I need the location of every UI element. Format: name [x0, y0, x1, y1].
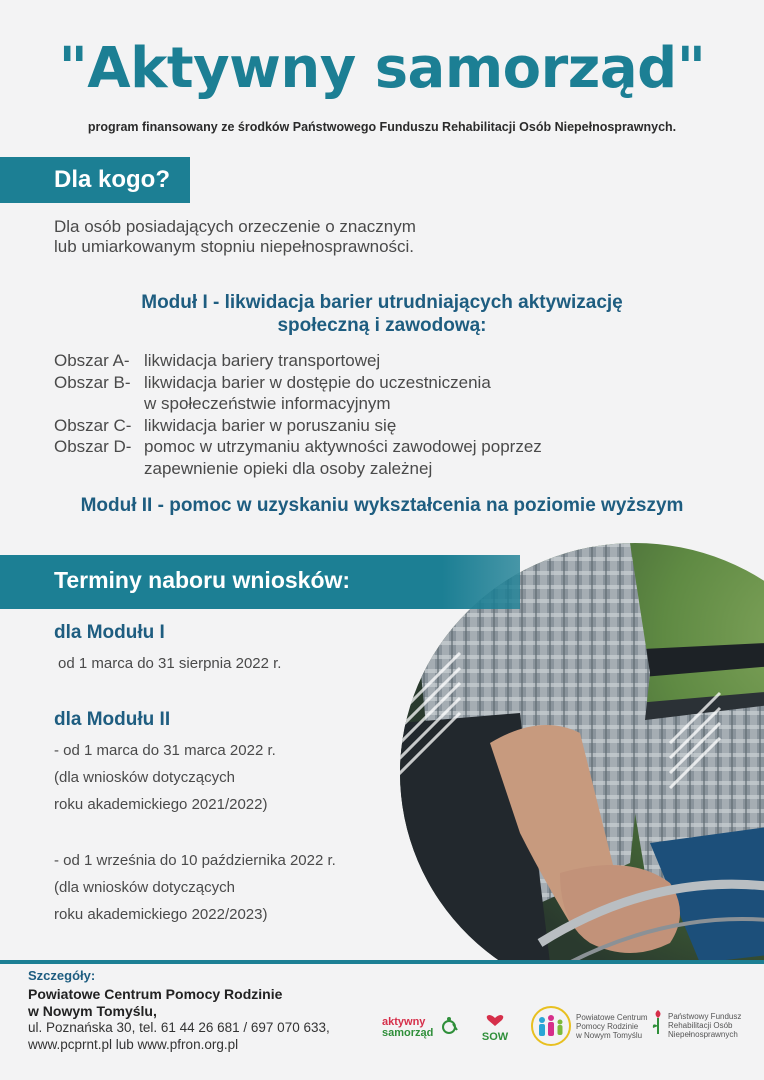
page-title: "Aktywny samorząd" — [58, 36, 706, 101]
logo-text: Państwowy Fundusz — [668, 1012, 742, 1021]
dla-kogo-banner — [0, 157, 190, 203]
area-text — [144, 415, 694, 437]
modul1-title-line: społeczną i zawodową: — [277, 315, 487, 336]
area-text-line: likwidacja bariery transportowej — [144, 351, 381, 370]
org-line: Powiatowe Centrum Pomocy Rodzinie — [28, 986, 283, 1002]
area-label: Obszar A- — [54, 351, 130, 370]
sow-logo — [478, 1014, 512, 1043]
heart-icon — [485, 1015, 505, 1027]
contact-info — [28, 1019, 330, 1053]
pfron-logo — [650, 1008, 666, 1041]
area-text-line: zapewnienie opieki dla osoby zależnej — [144, 458, 433, 478]
dla-kogo-text — [54, 217, 614, 257]
dla-kogo-line: Dla osób posiadających orzeczenie o znacznym — [54, 217, 416, 236]
area-item-b — [54, 372, 694, 415]
wheelchair-icon — [440, 1016, 460, 1041]
area-label: Obszar C- — [54, 415, 132, 435]
modul1-title-line: Moduł I - likwidacja barier utrudniających aktywizację — [141, 292, 623, 313]
deadline-line: roku akademickiego 2022/2023) — [54, 906, 268, 923]
page-subtitle: program finansowany ze środków Państwowego Funduszu Rehabilitacji Osób Niepełnosprawnych. — [87, 120, 677, 134]
modul1-deadline-text: od 1 marca do 31 sierpnia 2022 r. — [58, 655, 282, 672]
deadline-line: - od 1 marca do 31 marca 2022 r. — [54, 742, 276, 759]
family-icon — [530, 1005, 572, 1047]
logo-text: samorząd — [382, 1027, 434, 1039]
area-text-line: pomoc w utrzymaniu aktywności zawodowej poprzez — [144, 437, 542, 456]
modul2-deadline-a — [54, 737, 276, 818]
details-label: Szczegóły: — [28, 968, 96, 983]
modul1-title — [0, 291, 764, 337]
footer-divider — [0, 960, 764, 964]
aktywny-samorzad-logo — [382, 1017, 433, 1039]
terminy-banner — [0, 555, 520, 609]
modul2-deadline-heading: dla Modułu II — [54, 709, 171, 730]
logo-text: Niepełnosprawnych — [668, 1030, 738, 1039]
deadline-line: (dla wniosków dotyczących — [54, 879, 235, 896]
area-text — [144, 350, 694, 372]
organization-name — [28, 986, 282, 1020]
dla-kogo-heading: Dla kogo? — [54, 166, 171, 193]
modul2-title: Moduł II - pomoc w uzyskaniu wykształcenia na poziomie wyższym — [80, 495, 684, 516]
area-item-a — [54, 350, 694, 372]
pfron-logo-text — [668, 1012, 741, 1039]
pcpr-logo — [530, 1005, 572, 1052]
logo-text: w Nowym Tomyślu — [576, 1031, 643, 1040]
deadline-line: (dla wniosków dotyczących — [54, 769, 235, 786]
logo-text: Pomocy Rodzinie — [576, 1022, 639, 1031]
pcpr-logo-text — [576, 1013, 648, 1040]
flower-icon — [650, 1008, 666, 1036]
address: ul. Poznańska 30, tel. 61 44 26 681 / 697 070 633, — [28, 1020, 330, 1035]
area-label: Obszar D- — [54, 437, 132, 456]
logo-text: SOW — [481, 1031, 509, 1043]
dla-kogo-line: lub umiarkowanym stopniu niepełnosprawności. — [54, 237, 415, 256]
area-label: Obszar B- — [54, 372, 131, 392]
logo-text: Powiatowe Centrum — [576, 1013, 648, 1022]
areas-list — [54, 350, 694, 479]
modul2-deadline-b — [54, 847, 336, 928]
area-item-d — [54, 436, 694, 479]
org-line: w Nowym Tomyślu, — [28, 1003, 157, 1019]
modul1-deadline-heading: dla Modułu I — [54, 622, 165, 643]
area-text-line: likwidacja barier w dostępie do uczestniczenia — [144, 372, 491, 392]
deadline-line: roku akademickiego 2021/2022) — [54, 796, 268, 813]
terminy-heading: Terminy naboru wniosków: — [54, 567, 351, 593]
area-text — [144, 436, 694, 479]
websites[interactable]: www.pcprnt.pl lub www.pfron.org.pl — [28, 1037, 239, 1052]
deadline-line: - od 1 września do 10 października 2022 r. — [54, 852, 336, 869]
area-text — [144, 372, 694, 415]
logo-text: aktywny — [382, 1016, 426, 1028]
area-text-line: w społeczeństwie informacyjnym — [144, 394, 391, 413]
logo-text: Rehabilitacji Osób — [668, 1021, 733, 1030]
area-text-line: likwidacja barier w poruszaniu się — [144, 415, 397, 435]
area-item-c — [54, 415, 694, 437]
